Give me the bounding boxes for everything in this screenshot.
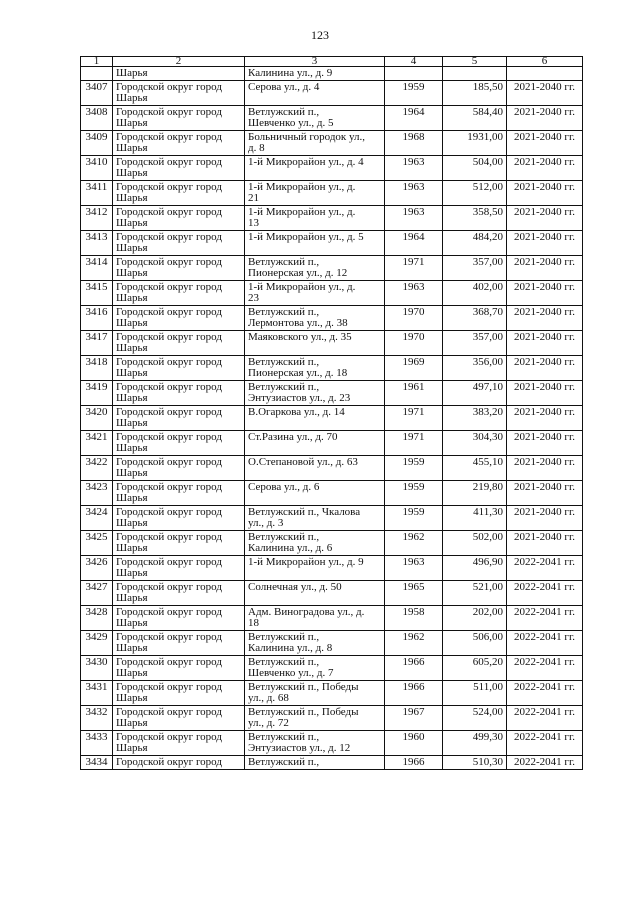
cell-address: Ветлужский п., Калинина ул., д. 6 (245, 531, 385, 556)
cell-year: 1962 (385, 631, 443, 656)
cell-area: 356,00 (443, 356, 507, 381)
column-header: 4 (385, 57, 443, 67)
page-number: 123 (311, 28, 329, 42)
cell-municipality: Городской округ город Шарья (113, 281, 245, 306)
cell-municipality: Городской округ город Шарья (113, 556, 245, 581)
cell-number: 3427 (81, 581, 113, 606)
cell-address: Ветлужский п., Энтузиастов ул., д. 23 (245, 381, 385, 406)
cell-year: 1959 (385, 81, 443, 106)
cell-year: 1963 (385, 181, 443, 206)
cell-municipality: Городской округ город Шарья (113, 356, 245, 381)
cell-municipality: Городской округ город Шарья (113, 131, 245, 156)
cell-address: Ветлужский п., (245, 756, 385, 770)
cell-area: 455,10 (443, 456, 507, 481)
cell-number: 3425 (81, 531, 113, 556)
cell-address: Ст.Разина ул., д. 70 (245, 431, 385, 456)
cell-address: Больничный городок ул., д. 8 (245, 131, 385, 156)
cell-area: 185,50 (443, 81, 507, 106)
cell-year: 1964 (385, 231, 443, 256)
cell-area: 502,00 (443, 531, 507, 556)
cell-period: 2021-2040 гг. (507, 256, 583, 281)
cell-period: 2022-2041 гг. (507, 631, 583, 656)
cell-period: 2022-2041 гг. (507, 656, 583, 681)
cell-area: 383,20 (443, 406, 507, 431)
table-row (81, 706, 583, 731)
cell-address: Ветлужский п., Пионерская ул., д. 12 (245, 256, 385, 281)
cell-number: 3409 (81, 131, 113, 156)
table-row (81, 331, 583, 356)
cell-number: 3419 (81, 381, 113, 406)
cell-year: 1959 (385, 481, 443, 506)
cell-area: 219,80 (443, 481, 507, 506)
cell-period: 2021-2040 гг. (507, 131, 583, 156)
cell-address: В.Огаркова ул., д. 14 (245, 406, 385, 431)
table-row-continuation (81, 67, 583, 81)
cell-period: 2021-2040 гг. (507, 181, 583, 206)
cell-period: 2021-2040 гг. (507, 331, 583, 356)
cell-area: 358,50 (443, 206, 507, 231)
table-row (81, 456, 583, 481)
cell-number: 3408 (81, 106, 113, 131)
cell-year: 1971 (385, 256, 443, 281)
cell-year: 1967 (385, 706, 443, 731)
cell-area: 304,30 (443, 431, 507, 456)
cell-municipality: Городской округ город Шарья (113, 381, 245, 406)
table-row (81, 81, 583, 106)
column-number-row (81, 57, 583, 67)
cell-address: 1-й Микрорайон ул., д. 5 (245, 231, 385, 256)
table-body (81, 67, 583, 770)
table-row (81, 231, 583, 256)
cell-year: 1968 (385, 131, 443, 156)
table-row (81, 581, 583, 606)
cell-year: 1963 (385, 556, 443, 581)
cell-municipality: Городской округ город Шарья (113, 81, 245, 106)
cell-municipality: Городской округ город Шарья (113, 106, 245, 131)
cell-address: Ветлужский п., Шевченко ул., д. 5 (245, 106, 385, 131)
cell-year: 1969 (385, 356, 443, 381)
cell-municipality: Городской округ город Шарья (113, 231, 245, 256)
cell-address: Ветлужский п., Победы ул., д. 68 (245, 681, 385, 706)
cell-number: 3423 (81, 481, 113, 506)
cell-period: 2021-2040 гг. (507, 381, 583, 406)
table-row (81, 631, 583, 656)
cell-year: 1971 (385, 431, 443, 456)
cell-municipality: Городской округ город Шарья (113, 631, 245, 656)
cell-municipality: Городской округ город Шарья (113, 706, 245, 731)
cell-area: 357,00 (443, 256, 507, 281)
cell-municipality: Городской округ город Шарья (113, 331, 245, 356)
cell-number: 3411 (81, 181, 113, 206)
cell-year: 1971 (385, 406, 443, 431)
cell-number: 3410 (81, 156, 113, 181)
cell-number: 3432 (81, 706, 113, 731)
cell-address: 1-й Микрорайон ул., д. 23 (245, 281, 385, 306)
cell-address: Маяковского ул., д. 35 (245, 331, 385, 356)
cell-address: Серова ул., д. 4 (245, 81, 385, 106)
cell-municipality: Городской округ город Шарья (113, 531, 245, 556)
cell-period: 2021-2040 гг. (507, 106, 583, 131)
cell-municipality: Городской округ город Шарья (113, 256, 245, 281)
table-row (81, 506, 583, 531)
cell-year: 1966 (385, 681, 443, 706)
cell-period: 2021-2040 гг. (507, 481, 583, 506)
cell-period: 2021-2040 гг. (507, 81, 583, 106)
table-row (81, 606, 583, 631)
cell-area: 506,00 (443, 631, 507, 656)
cell-period: 2021-2040 гг. (507, 231, 583, 256)
table-row (81, 406, 583, 431)
cell-period: 2021-2040 гг. (507, 431, 583, 456)
cell-municipality: Городской округ город Шарья (113, 581, 245, 606)
cell-area: 202,00 (443, 606, 507, 631)
cell-year: 1958 (385, 606, 443, 631)
table-row (81, 256, 583, 281)
cell-number: 3433 (81, 731, 113, 756)
cell-address: Серова ул., д. 6 (245, 481, 385, 506)
cell-year: 1970 (385, 306, 443, 331)
cell-year: 1963 (385, 156, 443, 181)
cell-municipality: Городской округ город Шарья (113, 681, 245, 706)
cell-number: 3421 (81, 431, 113, 456)
table-row (81, 431, 583, 456)
cell-area: 368,70 (443, 306, 507, 331)
cell-municipality: Городской округ город Шарья (113, 606, 245, 631)
cell-municipality: Шарья (113, 67, 245, 81)
cell-number: 3430 (81, 656, 113, 681)
cell-area: 605,20 (443, 656, 507, 681)
cell-period: 2022-2041 гг. (507, 606, 583, 631)
cell-period: 2021-2040 гг. (507, 306, 583, 331)
table-row (81, 481, 583, 506)
cell-area: 497,10 (443, 381, 507, 406)
cell-area: 512,00 (443, 181, 507, 206)
cell-period: 2022-2041 гг. (507, 731, 583, 756)
cell-number: 3412 (81, 206, 113, 231)
cell-address: О.Степановой ул., д. 63 (245, 456, 385, 481)
cell-address: Ветлужский п., Энтузиастов ул., д. 12 (245, 731, 385, 756)
cell-number: 3431 (81, 681, 113, 706)
cell-area: 1931,00 (443, 131, 507, 156)
table-row (81, 356, 583, 381)
cell-municipality: Городской округ город Шарья (113, 506, 245, 531)
column-header: 2 (113, 57, 245, 67)
table-row (81, 656, 583, 681)
cell-municipality: Городской округ город Шарья (113, 431, 245, 456)
cell-year: 1965 (385, 581, 443, 606)
cell-number (81, 67, 113, 81)
cell-number: 3428 (81, 606, 113, 631)
cell-municipality: Городской округ город Шарья (113, 406, 245, 431)
cell-year (385, 67, 443, 81)
cell-address: 1-й Микрорайон ул., д. 9 (245, 556, 385, 581)
cell-period: 2022-2041 гг. (507, 756, 583, 770)
cell-address: Ветлужский п., Шевченко ул., д. 7 (245, 656, 385, 681)
cell-address: Калинина ул., д. 9 (245, 67, 385, 81)
cell-number: 3434 (81, 756, 113, 770)
cell-number: 3416 (81, 306, 113, 331)
table-row (81, 381, 583, 406)
cell-year: 1963 (385, 281, 443, 306)
table-row (81, 106, 583, 131)
cell-area: 411,30 (443, 506, 507, 531)
cell-number: 3417 (81, 331, 113, 356)
cell-address: 1-й Микрорайон ул., д. 13 (245, 206, 385, 231)
cell-number: 3414 (81, 256, 113, 281)
cell-year: 1962 (385, 531, 443, 556)
table-row (81, 281, 583, 306)
cell-municipality: Городской округ город Шарья (113, 206, 245, 231)
table-row (81, 556, 583, 581)
cell-period: 2021-2040 гг. (507, 206, 583, 231)
cell-year: 1966 (385, 656, 443, 681)
cell-period: 2022-2041 гг. (507, 681, 583, 706)
cell-period: 2021-2040 гг. (507, 531, 583, 556)
cell-address: Ветлужский п., Пионерская ул., д. 18 (245, 356, 385, 381)
cell-area: 504,00 (443, 156, 507, 181)
cell-year: 1970 (385, 331, 443, 356)
cell-year: 1961 (385, 381, 443, 406)
table-row (81, 131, 583, 156)
table-row (81, 156, 583, 181)
cell-number: 3420 (81, 406, 113, 431)
cell-area (443, 67, 507, 81)
cell-municipality: Городской округ город (113, 756, 245, 770)
cell-address: Ветлужский п., Чкалова ул., д. 3 (245, 506, 385, 531)
cell-number: 3413 (81, 231, 113, 256)
cell-year: 1964 (385, 106, 443, 131)
cell-period: 2022-2041 гг. (507, 556, 583, 581)
cell-municipality: Городской округ город Шарья (113, 156, 245, 181)
cell-municipality: Городской округ город Шарья (113, 306, 245, 331)
cell-year: 1963 (385, 206, 443, 231)
column-header: 3 (245, 57, 385, 67)
cell-period: 2021-2040 гг. (507, 281, 583, 306)
cell-area: 584,40 (443, 106, 507, 131)
cell-year: 1959 (385, 506, 443, 531)
cell-area: 402,00 (443, 281, 507, 306)
cell-municipality: Городской округ город Шарья (113, 456, 245, 481)
cell-number: 3429 (81, 631, 113, 656)
cell-period: 2021-2040 гг. (507, 506, 583, 531)
cell-address: 1-й Микрорайон ул., д. 4 (245, 156, 385, 181)
cell-address: Солнечная ул., д. 50 (245, 581, 385, 606)
cell-period: 2021-2040 гг. (507, 456, 583, 481)
table-row (81, 681, 583, 706)
cell-area: 521,00 (443, 581, 507, 606)
cell-number: 3426 (81, 556, 113, 581)
cell-period: 2021-2040 гг. (507, 356, 583, 381)
table-row (81, 531, 583, 556)
cell-area: 511,00 (443, 681, 507, 706)
cell-municipality: Городской округ город Шарья (113, 181, 245, 206)
cell-year: 1960 (385, 731, 443, 756)
cell-area: 496,90 (443, 556, 507, 581)
table-row (81, 206, 583, 231)
housing-register-table (80, 56, 583, 770)
cell-year: 1959 (385, 456, 443, 481)
table-row (81, 306, 583, 331)
cell-number: 3422 (81, 456, 113, 481)
cell-period: 2021-2040 гг. (507, 406, 583, 431)
cell-number: 3415 (81, 281, 113, 306)
cell-year: 1966 (385, 756, 443, 770)
cell-area: 524,00 (443, 706, 507, 731)
cell-period: 2021-2040 гг. (507, 156, 583, 181)
cell-area: 484,20 (443, 231, 507, 256)
cell-area: 510,30 (443, 756, 507, 770)
cell-municipality: Городской округ город Шарья (113, 731, 245, 756)
cell-address: Ветлужский п., Калинина ул., д. 8 (245, 631, 385, 656)
cell-municipality: Городской округ город Шарья (113, 656, 245, 681)
table-row (81, 181, 583, 206)
cell-municipality: Городской округ город Шарья (113, 481, 245, 506)
cell-area: 357,00 (443, 331, 507, 356)
cell-address: 1-й Микрорайон ул., д. 21 (245, 181, 385, 206)
table-row (81, 756, 583, 770)
cell-number: 3407 (81, 81, 113, 106)
cell-address: Ветлужский п., Победы ул., д. 72 (245, 706, 385, 731)
table-row (81, 731, 583, 756)
cell-address: Адм. Виноградова ул., д. 18 (245, 606, 385, 631)
cell-period: 2022-2041 гг. (507, 581, 583, 606)
cell-period: 2022-2041 гг. (507, 706, 583, 731)
column-header: 5 (443, 57, 507, 67)
cell-number: 3418 (81, 356, 113, 381)
column-header: 6 (507, 57, 583, 67)
cell-number: 3424 (81, 506, 113, 531)
cell-period (507, 67, 583, 81)
cell-area: 499,30 (443, 731, 507, 756)
column-header: 1 (81, 57, 113, 67)
cell-address: Ветлужский п., Лермонтова ул., д. 38 (245, 306, 385, 331)
